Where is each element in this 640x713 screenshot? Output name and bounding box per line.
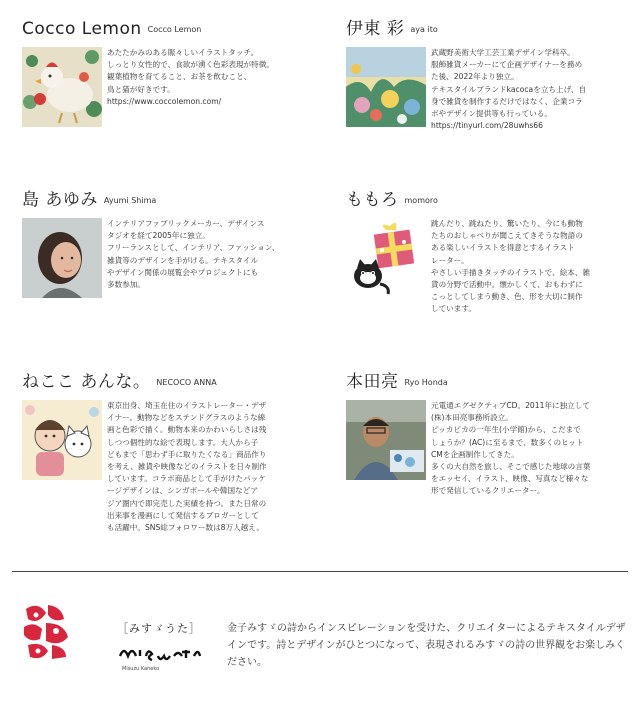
- bio-line: 形で発信しているクリエーター。: [431, 486, 545, 496]
- ayumi-shima-portrait: [22, 218, 102, 298]
- bio-line: (株)本田亮事務所設立。: [431, 413, 513, 423]
- bio-line: やさしい手描きタッチのイラストで、絵本、雑: [431, 267, 591, 277]
- bio-line: ージデザインは、シンガポールや韓国などア: [107, 486, 258, 496]
- bio-line: 貨の分野で活動中。懐かしくて、おもわずに: [431, 280, 583, 290]
- bio-line: 身で雑貨を制作するだけではなく、企業コラ: [431, 96, 583, 106]
- profile-url-link[interactable]: https://tinyurl.com/28uwhs66: [431, 121, 543, 131]
- bio-line: 多くの大自然を旅し、そこで感じた地球の言葉: [431, 462, 591, 472]
- cocco-lemon-illustration: [22, 47, 102, 127]
- bio-line: 観葉植物を育てること、お茶を飲むこと、: [107, 72, 252, 82]
- profile-bio: [431, 400, 631, 498]
- profile-ryo-honda: [346, 370, 636, 498]
- bio-line: こっとしてしまう動き、色、形を大切に制作: [431, 292, 583, 302]
- misuzu-uta-brand-logo: [116, 636, 204, 676]
- profile-url-link[interactable]: https://www.coccolemon.com/: [107, 96, 222, 106]
- bio-line: ジア圏内で即完売した実績を持つ。また日常の: [107, 498, 267, 508]
- bio-line: ボやデザイン提供等も行っている。: [431, 109, 552, 119]
- bio-line: も活躍中。SNS総フォロワー数は8万人越え。: [107, 523, 264, 533]
- bio-line: しつつ個性的な絵で表現します。大人から子: [107, 437, 259, 447]
- profile-name-romaji: Cocco Lemon: [147, 25, 202, 34]
- profile-bio: [431, 47, 631, 132]
- footer-title: ［みすゞうた］: [117, 622, 201, 635]
- bio-line: 跳んだり、跳ねたり、驚いたり、今にも動物: [431, 219, 583, 228]
- bio-line: イナー。動物などをステンドグラスのような線: [107, 413, 266, 423]
- misuzu-uta-logo-mark: [20, 601, 72, 661]
- profile-cocco-lemon: [22, 17, 312, 127]
- profile-name-romaji: Ryo Honda: [404, 378, 448, 387]
- bio-line: フリーランスとして、インテリア、ファッション、: [107, 243, 280, 253]
- bio-line: テキスタイルブランドkacocaを立ち上げ、自: [431, 84, 587, 94]
- bio-line: タジオを経て2005年に独立。: [107, 231, 210, 241]
- bio-line: 鳥と猫が好きです。: [107, 84, 175, 94]
- bio-line: しています。: [431, 304, 476, 314]
- bio-line: CMを企画制作してきた。: [431, 449, 519, 459]
- bio-line: 画と色彩で描く。動物本来のかわいらしさは残: [107, 425, 267, 435]
- bio-line: 元電通エグゼクティブCD。2011年に独立して: [431, 401, 590, 410]
- bio-line: 東京出身、埼玉在住のイラストレーター・デザ: [107, 401, 267, 410]
- bio-line: をエッセイ、イラスト、映像、写真など様々な: [431, 474, 589, 484]
- brand-subtitle: Misuzu Kaneko: [122, 666, 160, 672]
- profile-aya-ito: [346, 17, 636, 132]
- necoco-anna-illustration: [22, 400, 102, 480]
- profile-name-romaji: NECOCO ANNA: [156, 378, 217, 387]
- profile-bio: [107, 400, 307, 534]
- bio-line: レーター。: [431, 255, 469, 265]
- momoro-illustration: [346, 218, 426, 298]
- bio-line: 多数参加。: [107, 280, 145, 290]
- bio-line: しています。コラボ商品として手がけたパッケ: [107, 474, 266, 484]
- profile-name-romaji: momoro: [404, 196, 438, 205]
- profile-name-romaji: aya ito: [410, 25, 438, 34]
- bio-line: 服飾雑貨メーカーにて企画デザイナーを務め: [431, 60, 583, 70]
- bio-line: しっとり女性的で、食欲が湧く色彩表現が特徴。: [107, 60, 274, 70]
- profile-name: 島 あゆみ: [22, 190, 98, 210]
- section-divider: [12, 571, 628, 572]
- bio-line: あたたかみのある賑々しいイラストタッチ。: [107, 48, 259, 57]
- footer-description: 金子みすゞの詩からインスピレーションを受けた、クリエイターによるテキスタイルデザインです。詩とデザインがひとつになって、表現されるみすゞの詩の世界観をお楽しみください。: [227, 623, 626, 668]
- bio-line: 出来事を漫画にして発信するブロガーとして: [107, 510, 259, 520]
- profile-bio: [107, 47, 307, 127]
- bio-line: インテリアファブリックメーカー、デザインス: [107, 219, 265, 228]
- profile-necoco-anna: [22, 370, 312, 534]
- aya-ito-illustration: [346, 47, 426, 127]
- profile-name: ももろ: [346, 190, 399, 210]
- bio-line: ある楽しいイラストを得意とするイラスト: [431, 243, 575, 253]
- profile-name-romaji: Ayumi Shima: [103, 196, 157, 205]
- bio-line: やデザイン関係の展覧会やプロジェクトにも: [107, 267, 259, 277]
- bio-line: しょうか？(AC)に至るまで、数多くのヒット: [431, 437, 584, 447]
- profile-ayumi-shima: [22, 188, 312, 298]
- bio-line: たちのおしゃべりが聞こえてきそうな物語の: [431, 231, 583, 241]
- profile-name: 本田亮: [346, 372, 399, 392]
- profile-bio: [431, 218, 631, 316]
- profile-name: 伊東 彩: [346, 19, 405, 39]
- bio-line: どもまで「思わず手に取りたくなる」商品作り: [107, 449, 267, 459]
- profile-bio: [107, 218, 307, 298]
- bio-line: を考え、雑貨や映像などのイラストを日々制作: [107, 462, 267, 472]
- ryo-honda-portrait: [346, 400, 426, 480]
- bio-line: た後、2022年より独立。: [431, 72, 519, 82]
- bio-line: 雑貨等のデザインを手がける。テキスタイル: [107, 255, 259, 265]
- bio-line: ピッカピカの一年生(小学館)から、こだまで: [431, 425, 581, 435]
- profile-name: Cocco Lemon: [22, 19, 142, 39]
- profile-name: ねここ あんな。: [22, 372, 151, 392]
- bio-line: 武蔵野美術大学工芸工業デザイン学科卒。: [431, 48, 575, 57]
- profile-momoro: [346, 188, 636, 316]
